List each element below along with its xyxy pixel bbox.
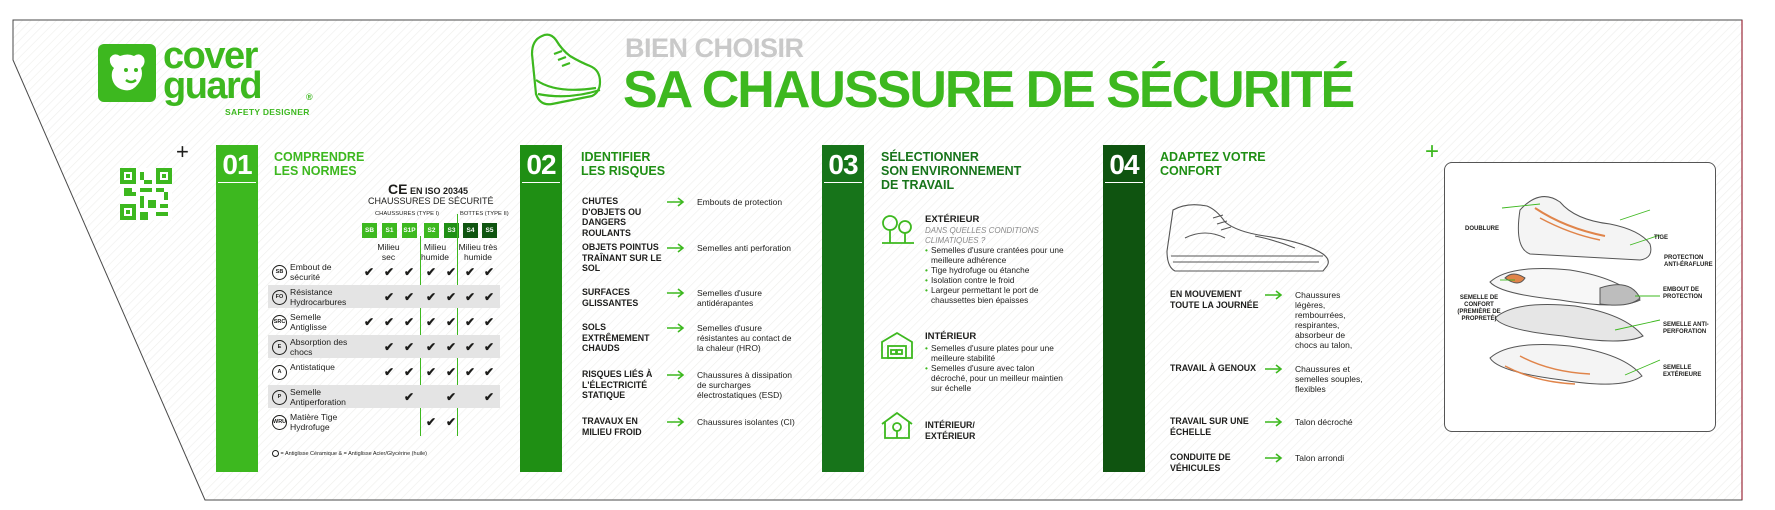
part-lining-label: DOUBLURE bbox=[1465, 226, 1499, 232]
arrow-right-icon bbox=[667, 243, 685, 253]
risk-label: SOLS EXTRÊMEMENT CHAUDS bbox=[582, 322, 650, 353]
check-mark-icon: ✔ bbox=[426, 365, 437, 379]
norm-row-label: Antistatique bbox=[290, 362, 335, 372]
category-badge-s3: S3 bbox=[444, 223, 459, 238]
ce-standard: CE EN ISO 20345 bbox=[388, 181, 469, 197]
part-midsole-label: SEMELLE ANTI-PERFORATION bbox=[1663, 322, 1709, 335]
check-mark-icon: ✔ bbox=[426, 340, 437, 354]
check-mark-icon: ✔ bbox=[446, 265, 457, 279]
group-shoes-label: CHAUSSURES (TYPE I) bbox=[375, 211, 440, 217]
env-wet-label: Milieu humide bbox=[421, 242, 449, 262]
env-both-title: INTÉRIEUR/ EXTÉRIEUR bbox=[925, 420, 976, 441]
ceramic-icon bbox=[272, 450, 279, 457]
env-interior-bullets bbox=[925, 343, 1065, 393]
check-mark-icon: ✔ bbox=[484, 315, 495, 329]
norm-footnote: = Antiglisse Céramique & = Antiglisse Acier/Glycérine (huile) bbox=[272, 450, 427, 457]
part-scuff-label: PROTECTION ANTI-ÉRAFLURE bbox=[1664, 255, 1713, 268]
norm-row-label: Absorption des chocs bbox=[290, 337, 348, 357]
norm-row-label: Embout de sécurité bbox=[290, 262, 332, 282]
brand-tagline: SAFETY DESIGNER bbox=[225, 107, 310, 117]
comfort-advice: Chaussures légères, rembourrées, respirantes, absorbeur de chocs au talon, bbox=[1295, 290, 1353, 350]
check-mark-icon: ✔ bbox=[384, 265, 395, 279]
arrow-right-icon bbox=[667, 417, 685, 427]
section-03-bar bbox=[822, 145, 864, 472]
risk-solution: Chaussures à dissipation de surcharges électrostatiques (ESD) bbox=[697, 370, 792, 400]
env-interior-title: INTÉRIEUR bbox=[925, 331, 977, 342]
arrow-right-icon bbox=[1265, 417, 1283, 427]
check-mark-icon: ✔ bbox=[384, 315, 395, 329]
group-boots-label: BOTTES (TYPE II) bbox=[460, 211, 509, 217]
check-mark-icon: ✔ bbox=[446, 290, 457, 304]
part-comfort-insole-label: SEMELLE DE CONFORT (PREMIÈRE DE PROPRETÉ) bbox=[1457, 295, 1501, 322]
check-mark-icon: ✔ bbox=[484, 265, 495, 279]
risk-solution: Semelles d'usure résistantes au contact de la chaleur (HRO) bbox=[697, 323, 792, 353]
arrow-right-icon bbox=[667, 288, 685, 298]
section-number: 04 bbox=[1109, 149, 1139, 180]
norm-row-label: Semelle Antiglisse bbox=[290, 312, 327, 332]
env-exterior-question: DANS QUELLES CONDITIONS CLIMATIQUES ? bbox=[925, 226, 1039, 245]
part-outsole-label: SEMELLE EXTÉRIEURE bbox=[1663, 365, 1702, 378]
risk-solution: Semelles d'usure antidérapantes bbox=[697, 288, 762, 308]
check-mark-icon: ✔ bbox=[484, 390, 495, 404]
part-upper-label: TIGE bbox=[1654, 235, 1669, 241]
comfort-advice: Talon décroché bbox=[1295, 417, 1353, 427]
check-mark-icon: ✔ bbox=[426, 415, 437, 429]
section-title: ADAPTEZ VOTRE CONFORT bbox=[1160, 150, 1266, 178]
check-mark-icon: ✔ bbox=[446, 315, 457, 329]
check-mark-icon: ✔ bbox=[404, 340, 415, 354]
check-mark-icon: ✔ bbox=[446, 390, 457, 404]
norm-subtitle: CHAUSSURES DE SÉCURITÉ bbox=[368, 196, 494, 206]
check-mark-icon: ✔ bbox=[465, 365, 476, 379]
section-01-bar bbox=[216, 145, 258, 472]
arrow-right-icon bbox=[667, 197, 685, 207]
check-mark-icon: ✔ bbox=[364, 315, 375, 329]
category-badge-s1p: S1P bbox=[402, 223, 417, 238]
section-number: 01 bbox=[222, 149, 252, 180]
risk-label: RISQUES LIÉS À L'ÉLECTRICITÉ STATIQUE bbox=[582, 369, 653, 400]
bullet-item: • Tige hydrofuge ou étanche bbox=[925, 265, 1065, 275]
env-dry-label: Milieu sec bbox=[377, 242, 400, 262]
check-mark-icon: ✔ bbox=[446, 340, 457, 354]
section-title: SÉLECTIONNER SON ENVIRONNEMENT DE TRAVAIL bbox=[881, 150, 1022, 192]
comfort-situation: EN MOUVEMENT TOUTE LA JOURNÉE bbox=[1170, 289, 1259, 310]
comfort-situation: TRAVAIL SUR UNE ÉCHELLE bbox=[1170, 416, 1249, 437]
crosshair-icon: + bbox=[176, 139, 189, 164]
norm-row-label: Résistance Hydrocarbures bbox=[290, 287, 347, 307]
bullet-item: • Semelles d'usure avec talon décroché, pour un meilleur maintien sur échelle bbox=[925, 363, 1065, 393]
risk-label: SURFACES GLISSANTES bbox=[582, 287, 639, 308]
check-mark-icon: ✔ bbox=[404, 390, 415, 404]
check-mark-icon: ✔ bbox=[446, 365, 457, 379]
bullet-item: • Isolation contre le froid bbox=[925, 275, 1065, 285]
arrow-right-icon bbox=[1265, 453, 1283, 463]
check-mark-icon: ✔ bbox=[404, 290, 415, 304]
arrow-right-icon bbox=[667, 323, 685, 333]
check-mark-icon: ✔ bbox=[465, 290, 476, 304]
norm-icon: SRC bbox=[272, 315, 287, 330]
risk-solution: Semelles anti perforation bbox=[697, 243, 792, 253]
check-mark-icon: ✔ bbox=[465, 265, 476, 279]
arrow-right-icon bbox=[1265, 364, 1283, 374]
check-mark-icon: ✔ bbox=[384, 340, 395, 354]
brand-registered: ® bbox=[306, 92, 313, 102]
category-badge-s4: S4 bbox=[463, 223, 478, 238]
category-badge-s5: S5 bbox=[482, 223, 497, 238]
norm-icon: WRU bbox=[272, 415, 287, 430]
category-badge-sb: SB bbox=[362, 223, 377, 238]
trees-icon bbox=[880, 213, 916, 245]
qr-code bbox=[120, 168, 172, 220]
arrow-right-icon bbox=[667, 370, 685, 380]
check-mark-icon: ✔ bbox=[484, 365, 495, 379]
norm-icon: SB bbox=[272, 265, 287, 280]
comfort-situation: CONDUITE DE VÉHICULES bbox=[1170, 452, 1231, 473]
comfort-advice: Talon arrondi bbox=[1295, 453, 1345, 463]
section-number: 02 bbox=[526, 149, 556, 180]
section-title: IDENTIFIER LES RISQUES bbox=[581, 150, 666, 178]
check-mark-icon: ✔ bbox=[404, 365, 415, 379]
brand-name-line1: cover bbox=[163, 35, 257, 77]
category-badge-s1: S1 bbox=[382, 223, 397, 238]
bear-logo-icon bbox=[98, 44, 156, 102]
check-mark-icon: ✔ bbox=[404, 315, 415, 329]
house-tree-icon bbox=[880, 410, 914, 440]
risk-solution: Chaussures isolantes (CI) bbox=[697, 417, 795, 427]
section-title: COMPRENDRE LES NORMES bbox=[274, 150, 365, 178]
check-mark-icon: ✔ bbox=[384, 365, 395, 379]
check-mark-icon: ✔ bbox=[384, 290, 395, 304]
check-mark-icon: ✔ bbox=[484, 290, 495, 304]
running-shoe-icon bbox=[530, 30, 605, 110]
check-mark-icon: ✔ bbox=[484, 340, 495, 354]
risk-label: OBJETS POINTUS TRAÎNANT SUR LE SOL bbox=[582, 242, 662, 273]
norm-icon: FO bbox=[272, 290, 287, 305]
norm-row-label: Matière Tige Hydrofuge bbox=[290, 412, 338, 432]
section-number: 03 bbox=[828, 149, 858, 180]
env-exterior-title: EXTÉRIEUR bbox=[925, 214, 980, 225]
env-very-wet-label: Milieu très humide bbox=[458, 242, 498, 262]
category-badge-s2: S2 bbox=[424, 223, 439, 238]
check-mark-icon: ✔ bbox=[426, 265, 437, 279]
comfort-advice: Chaussures et semelles souples, flexibles bbox=[1295, 364, 1363, 394]
check-mark-icon: ✔ bbox=[404, 265, 415, 279]
risk-label: CHUTES D'OBJETS OU DANGERS ROULANTS bbox=[582, 196, 642, 238]
check-mark-icon: ✔ bbox=[364, 265, 375, 279]
check-mark-icon: ✔ bbox=[426, 290, 437, 304]
section-02-bar bbox=[520, 145, 562, 472]
safety-shoe-illustration bbox=[1165, 198, 1335, 273]
norm-row-label: Semelle Antiperforation bbox=[290, 387, 346, 407]
risk-solution: Embouts de protection bbox=[697, 197, 783, 207]
part-toe-cap-label: EMBOUT DE PROTECTION bbox=[1663, 287, 1703, 300]
check-mark-icon: ✔ bbox=[446, 415, 457, 429]
env-exterior-bullets bbox=[925, 245, 1065, 305]
section-04-bar bbox=[1103, 145, 1145, 472]
norm-icon: P bbox=[272, 390, 287, 405]
norm-icon: E bbox=[272, 340, 287, 355]
bullet-item: • Largeur permettant le port de chaussettes bien épaisses bbox=[925, 285, 1065, 305]
check-mark-icon: ✔ bbox=[465, 315, 476, 329]
risk-label: TRAVAUX EN MILIEU FROID bbox=[582, 416, 642, 437]
crosshair-icon: + bbox=[1425, 138, 1440, 165]
comfort-situation: TRAVAIL À GENOUX bbox=[1170, 363, 1257, 373]
arrow-right-icon bbox=[1265, 290, 1283, 300]
warehouse-icon bbox=[880, 330, 914, 360]
norm-icon: A bbox=[272, 365, 287, 380]
brand-name-line2: guard bbox=[163, 65, 262, 107]
page-title: SA CHAUSSURE DE SÉCURITÉ bbox=[623, 61, 1354, 119]
check-mark-icon: ✔ bbox=[426, 315, 437, 329]
bullet-item: • Semelles d'usure plates pour une meilleure stabilité bbox=[925, 343, 1065, 363]
brand-logo bbox=[98, 35, 328, 119]
bullet-item: • Semelles d'usure crantées pour une meilleure adhérence bbox=[925, 245, 1065, 265]
header-line1: BIEN CHOISIR bbox=[625, 33, 804, 63]
check-mark-icon: ✔ bbox=[465, 340, 476, 354]
